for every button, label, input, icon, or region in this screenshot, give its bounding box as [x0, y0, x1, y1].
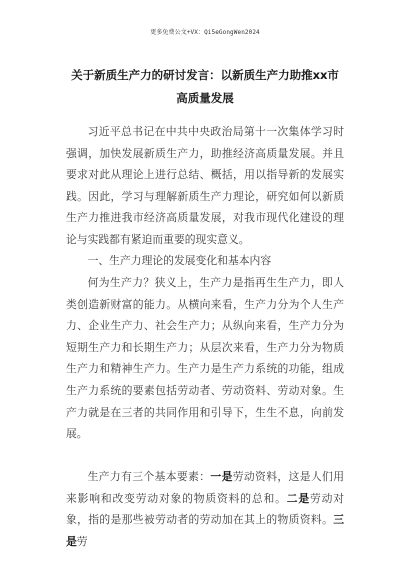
- section-heading-1: [66, 250, 344, 272]
- paragraph-three-elements-text: [66, 466, 344, 552]
- text-segment: 劳动资料，这是人们用来影响和改变劳动对象的物质资料的总和。: [66, 470, 345, 505]
- document-title: 关于新质生产力的研讨发言：以新质生产力助推xx市高质量发展: [71, 68, 339, 105]
- bold-marker-one: 一是: [210, 470, 233, 483]
- bold-marker-two: 二是: [286, 491, 310, 505]
- text-segment: 劳: [76, 534, 88, 548]
- paragraph-intro-text: 习近平总书记在中共中央政治局第十一次集体学习时强调，加快发展新质生产力，助推经济高质量发展。并且要求对此从理论上进行总结、概括，用以指导新的发展实践。因此，学习与理解新质生产力理论，研究如何以新质生产力推进我市经济高质量发展，对我市现代化建设的理论与实践都有紧迫而重要的现实意义。: [66, 125, 344, 246]
- paragraph-productivity-definition: [66, 272, 344, 445]
- header-note: 更多免费公文+VX：Qi5eGongWen2024: [150, 29, 260, 36]
- text-segment: 生产力有三个基本要素：: [87, 470, 211, 483]
- paragraph-productivity-definition-text: 何为生产力？狭义上，生产力是指再生生产力，即人类创造新财富的能力。从横向来看，生产力分为个人生产力、企业生产力、社会生产力；从纵向来看，生产力分为短期生产力和长期生产力；从层次来看，生产力分为物质生产力和精神生产力。生产力是生产力系统的功能，组成生产力系统的要素包括劳动者、劳动资料、劳动对象。生产力就是在三者的共同作用和引导下，生生不息，向前发展。: [66, 276, 344, 441]
- text-segment: 劳动对象，指的是那些被劳动者的劳动加在其上的物质资料。: [66, 491, 345, 527]
- bold-marker-three: 三是: [66, 513, 344, 548]
- section-heading-1-text: 一、生产力理论的发展变化和基本内容: [87, 254, 272, 267]
- paragraph-three-elements: [66, 466, 344, 552]
- paragraph-intro: [66, 121, 344, 251]
